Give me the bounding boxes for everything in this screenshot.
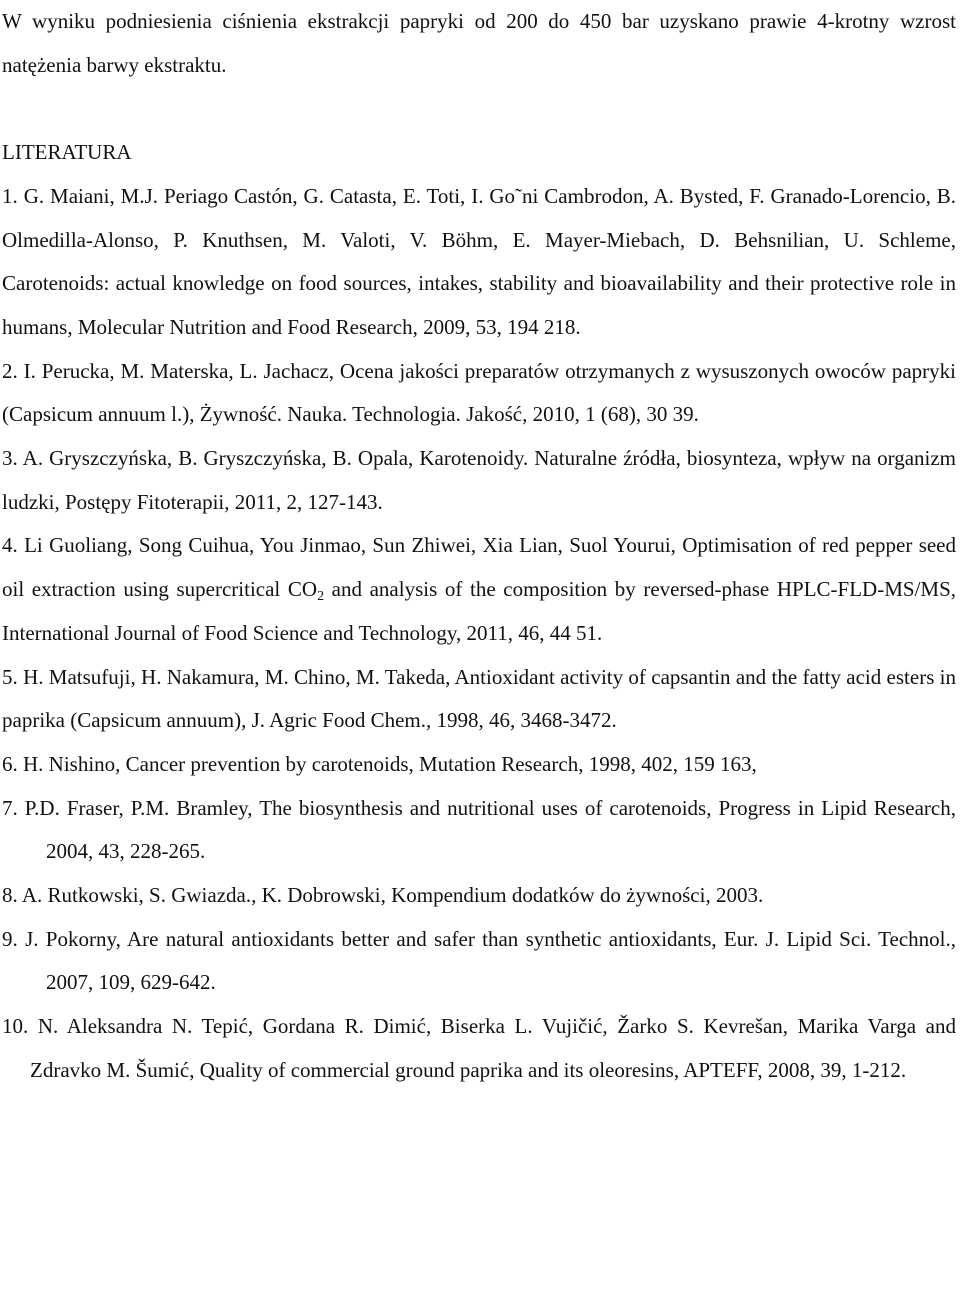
reference-item-9 [2,918,956,1005]
reference-item-6 [2,743,956,787]
reference-list [2,175,956,1093]
reference-item-3 [2,437,956,524]
reference-text: H. Matsufuji, H. Nakamura, M. Chino, M. Takeda, Antioxidant activity of capsantin and the fatty acid esters in paprika (Capsicum annuum), J. Agric Food Chem., 1998, 46, 3468-3472. [2,664,957,733]
reference-text: N. Aleksandra N. Tepić, Gordana R. Dimić, Biserka L. Vujičić, Žarko S. Kevrešan, Marika Varga and Zdravko M. Šumić, Quality of commercial ground paprika and its oleoresins, APTEFF, 2008, 39, 1-212. [30,1014,956,1082]
reference-text: Li Guoliang, Song Cuihua, You Jinmao, Sun Zhiwei, Xia Lian, Suol Yourui, Optimisation of red pepper seed oil extraction using supercritical CO [2,533,957,602]
reference-number: 8. [2,883,18,908]
reference-number: 10. [2,1014,29,1039]
intro-paragraph: W wyniku podniesienia ciśnienia ekstrakcji papryki od 200 do 450 bar uzyskano prawie 4-krotny wzrost natężenia barwy ekstraktu. [2,9,956,77]
reference-item-5 [2,656,956,743]
reference-number: 2. [2,358,18,383]
reference-text-continued: and analysis of the composition by reversed-phase HPLC-FLD-MS/MS, International Journal of Food Science and Technology, 2011, 46, 44 51. [2,577,956,645]
reference-text: P.D. Fraser, P.M. Bramley, The biosynthesis and nutritional uses of carotenoids, Progress in Lipid Research, 2004, 43, 228-265. [24,795,956,864]
reference-text: A. Gryszczyńska, B. Gryszczyńska, B. Opala, Karotenoidy. Naturalne źródła, biosynteza, wpływ na organizm ludzki, Postępy Fitoterapii, 2011, 2, 127-143. [2,446,956,514]
reference-number: 1. [2,183,18,208]
subscript: 2 [317,589,325,605]
reference-number: 9. [2,926,18,951]
reference-text: J. Pokorny, Are natural antioxidants better and safer than synthetic antioxidants, Eur. J. Lipid Sci. Technol., 2007, 109, 629-642. [25,926,957,995]
reference-text: A. Rutkowski, S. Gwiazda., K. Dobrowski, Kompendium dodatków do żywności, 2003. [21,883,764,908]
references-heading: LITERATURA [2,140,132,165]
reference-text: H. Nishino, Cancer prevention by carotenoids, Mutation Research, 1998, 402, 159 163, [23,751,757,776]
reference-item-2 [2,350,956,437]
reference-number: 3. [2,446,18,471]
reference-item-7 [2,787,956,874]
reference-item-10 [2,1005,956,1092]
reference-number: 7. [2,795,18,820]
reference-number: 6. [2,751,18,776]
reference-item-1 [2,175,956,350]
reference-number: 5. [2,664,18,689]
reference-item-8 [2,874,956,918]
reference-text: G. Maiani, M.J. Periago Castón, G. Catasta, E. Toti, I. Go˜ni Cambrodon, A. Bysted, F. Granado-Lorencio, B. Olmedilla-Alonso, P. Knuthsen, M. Valoti, V. Böhm, E. Mayer-Miebach, D. Behsnilian, U. Schleme, Carotenoids: actual knowledge on food sources, intakes, stability and bioavailability and their protective role in humans, Molecular Nutrition and Food Research, 2009, 53, 194 218. [2,183,957,339]
reference-item-4 [2,524,956,655]
reference-text: I. Perucka, M. Materska, L. Jachacz, Ocena jakości preparatów otrzymanych z wysuszonych owoców papryki (Capsicum annuum l.), Żywność. Nauka. Technologia. Jakość, 2010, 1 (68), 30 39. [2,358,956,427]
reference-number: 4. [2,533,18,558]
